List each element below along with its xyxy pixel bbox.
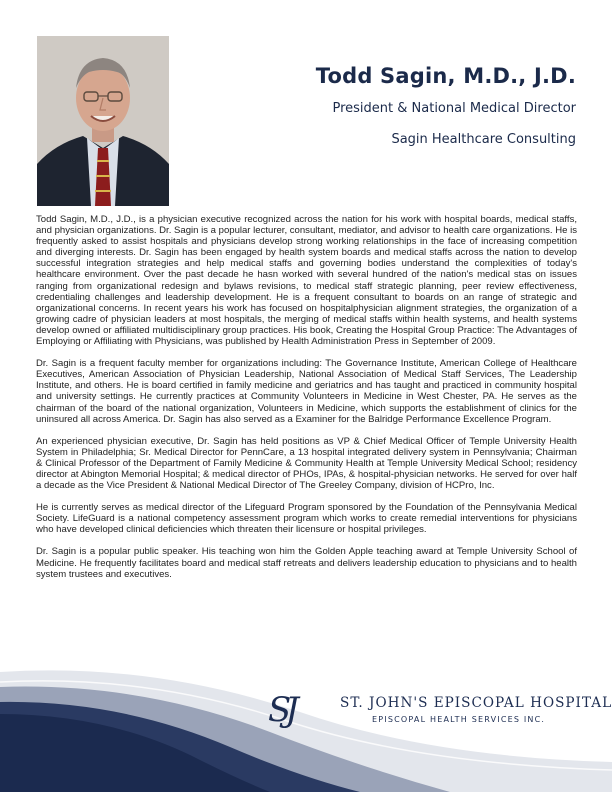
logo-hospital-name: ST. JOHN'S EPISCOPAL HOSPITAL [340,695,612,711]
bio-paragraph: Dr. Sagin is a frequent faculty member for organizations including: The Governance Institute, American College of Healthcare Executives, American Association of Physician Leadership, National Association of Medical Staff Services, The Leadership Institute, and others. He is board certified in family medicine and geriatrics and has taught and practiced in community hospital and university settings. He currently practices at Community Volunteers in Medicine in West Chester, PA. He serves as the chairman of the board of the national organization, Volunteers in Medicine, which supports the establishment of clinics for the uninsured all across America. Dr. Sagin has also served as a Examiner for the Balridge Performance Excellence Program. [36,358,577,425]
person-role: President & National Medical Director [332,101,576,116]
bio-paragraph: Todd Sagin, M.D., J.D., is a physician executive recognized across the nation for his work with hospital boards, medical staffs, and physician organizations. Dr. Sagin is a popular lecturer, consultant, mediator, and advisor to health care organizations. He is frequently asked to assist hospitals and physicians develop strong working relationships in the face of increasing competition and diverging interests. Dr. Sagin has been engaged by health system boards and medical staffs across the nation to develop successful integration strategies and help medical staffs and governing bodies understand the complexities of today's healthcare environment. Over the past decade he hasn worked with several hundred of the nation's medical stas on issues ranging from organizational redesign and bylaws revisions, to medical staff strategic planning, peer review effectiveness, credentialing challenges and leadership development. He is a frequent consultant to boards on an range of strategic and organizational concerns. In recent years his work has focused on hospitalphysician alignment strategies, the organization of a growing cadre of physician leaders at most hospitals, the merging of medical staffs within health systems, and health systems develop owned or affiliated multidisciplinary group practices. His book, Creating the Hospital Group Practice: The Advantages of Employing or Affiliating with Physicians, was published by Health Administration Press in September of 2009. [36,214,577,348]
logo-subtitle: EPISCOPAL HEALTH SERVICES INC. [372,715,546,724]
bio-paragraph: He is currently serves as medical director of the Lifeguard Program sponsored by the Foundation of the Pennsylvania Medical Society. LifeGuard is a national competency assessment program which works to create remedial interventions for physicians who have developed clinical deficiencies which threaten their licensure or hospital privileges. [36,502,577,536]
header [216,64,576,147]
person-name: Todd Sagin, M.D., J.D. [315,64,576,88]
sj-monogram-icon: SJ [268,690,293,730]
organization-name: Sagin Healthcare Consulting [391,132,576,147]
portrait-illustration [37,36,169,206]
hospital-logo [268,690,612,734]
portrait-photo [37,36,169,206]
biography [36,214,577,591]
bio-paragraph: Dr. Sagin is a popular public speaker. His teaching won him the Golden Apple teaching award at Temple University School of Medicine. He frequently facilitates board and medical staff retreats and delivers leadership education to physicians and to health system trustees and executives. [36,546,577,580]
bio-paragraph: An experienced physician executive, Dr. Sagin has held positions as VP & Chief Medical Officer of Temple University Health System in Philadelphia; Sr. Medical Director for PennCare, a 13 hospital integrated delivery system in Pennsylvania; Chairman & Clinical Professor of the Department of Family Medicine & Community Health at Temple University Medical School; residency director at Abington Memorial Hospital; & medical director of PHOs, IPAs, & hospital-physician networks. He served for over half a decade as the Vice President & National Medical Director of The Greeley Company, division of HCPro, Inc. [36,435,577,492]
